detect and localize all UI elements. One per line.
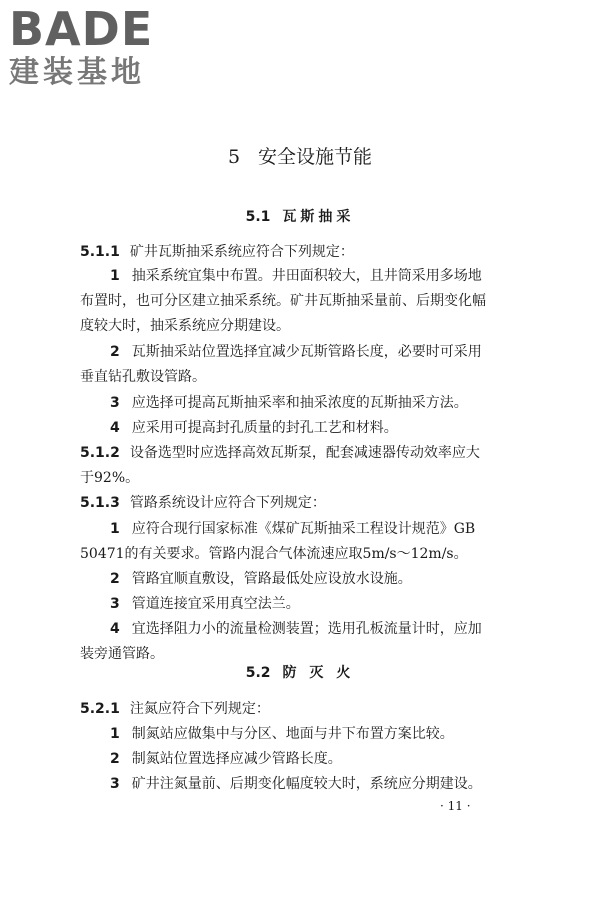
continuation-line: 于92%。 bbox=[80, 470, 140, 486]
chapter-number: 5 bbox=[227, 146, 241, 168]
item-number: 2 bbox=[110, 751, 120, 767]
clause-text: 设备选型时应选择高效瓦斯泵，配套减速器传动效率应大 bbox=[129, 445, 480, 461]
chapter-title: 安全设施节能 bbox=[258, 146, 373, 168]
item-line bbox=[80, 417, 530, 439]
item-text: 矿井注氮量前、后期变化幅度较大时，系统应分期建设。 bbox=[131, 776, 482, 792]
clause-text: 注氮应符合下列规定： bbox=[129, 701, 270, 717]
item-number: 1 bbox=[110, 521, 120, 537]
section-heading bbox=[0, 663, 600, 683]
clause-line bbox=[80, 492, 500, 514]
clause-line bbox=[80, 442, 500, 464]
clause-number: 5.1.2 bbox=[80, 445, 120, 461]
item-line bbox=[80, 392, 530, 414]
item-line bbox=[80, 568, 530, 590]
clause-number: 5.2.1 bbox=[80, 701, 120, 717]
item-line bbox=[80, 518, 530, 540]
clause-line bbox=[80, 241, 500, 263]
item-text: 应符合现行国家标准《煤矿瓦斯抽采工程设计规范》GB bbox=[131, 521, 476, 537]
item-text: 应采用可提高封孔质量的封孔工艺和材料。 bbox=[131, 420, 398, 436]
item-text: 抽采系统宜集中布置。井田面积较大，且井筒采用多场地 bbox=[131, 268, 482, 284]
section-number: 5.1 bbox=[245, 209, 271, 225]
item-text: 管路宜顺直敷设，管路最低处应设放水设施。 bbox=[131, 571, 412, 587]
item-line bbox=[80, 748, 530, 770]
item-number: 2 bbox=[110, 344, 120, 360]
item-number: 1 bbox=[110, 726, 120, 742]
item-number: 3 bbox=[110, 776, 120, 792]
section-title: 防 灭 火 bbox=[282, 665, 355, 681]
section-title: 瓦斯抽采 bbox=[282, 209, 355, 225]
item-line bbox=[80, 593, 530, 615]
item-line bbox=[80, 341, 530, 363]
item-text: 制氮站应做集中与分区、地面与井下布置方案比较。 bbox=[131, 726, 454, 742]
clause-number: 5.1.1 bbox=[80, 244, 120, 260]
continuation-line: 布置时，也可分区建立抽采系统。矿井瓦斯抽采量前、后期变化幅 bbox=[80, 293, 486, 309]
item-text: 管道连接宜采用真空法兰。 bbox=[131, 596, 300, 612]
item-text: 应选择可提高瓦斯抽采率和抽采浓度的瓦斯抽采方法。 bbox=[131, 395, 468, 411]
continuation-line: 度较大时，抽采系统应分期建设。 bbox=[80, 318, 290, 334]
item-line bbox=[80, 723, 530, 745]
item-text: 瓦斯抽采站位置选择宜减少瓦斯管路长度，必要时可采用 bbox=[131, 344, 482, 360]
item-number: 2 bbox=[110, 571, 120, 587]
item-line bbox=[80, 618, 530, 640]
clause-text: 矿井瓦斯抽采系统应符合下列规定： bbox=[129, 244, 354, 260]
page-number: · 11 · bbox=[440, 799, 471, 813]
continuation-line: 50471的有关要求。管路内混合气体流速应取5m/s～12m/s。 bbox=[80, 546, 468, 562]
section-heading bbox=[0, 207, 600, 227]
item-line bbox=[80, 265, 530, 287]
item-number: 4 bbox=[110, 420, 120, 436]
item-number: 3 bbox=[110, 596, 120, 612]
chapter-heading bbox=[0, 144, 600, 170]
logo-subtitle: 建装基地 bbox=[9, 55, 145, 90]
continuation-line: 装旁通管路。 bbox=[80, 646, 164, 662]
item-text: 宜选择阻力小的流量检测装置；选用孔板流量计时，应加 bbox=[131, 621, 482, 637]
clause-number: 5.1.3 bbox=[80, 495, 120, 511]
item-number: 1 bbox=[110, 268, 120, 284]
item-line bbox=[80, 773, 530, 795]
clause-line bbox=[80, 698, 500, 720]
logo-wordmark: BADE bbox=[9, 2, 154, 56]
continuation-line: 垂直钻孔敷设管路。 bbox=[80, 369, 206, 385]
item-text: 制氮站位置选择应减少管路长度。 bbox=[131, 751, 342, 767]
item-number: 3 bbox=[110, 395, 120, 411]
clause-text: 管路系统设计应符合下列规定： bbox=[129, 495, 326, 511]
section-number: 5.2 bbox=[245, 665, 271, 681]
logo bbox=[9, 4, 177, 90]
item-number: 4 bbox=[110, 621, 120, 637]
